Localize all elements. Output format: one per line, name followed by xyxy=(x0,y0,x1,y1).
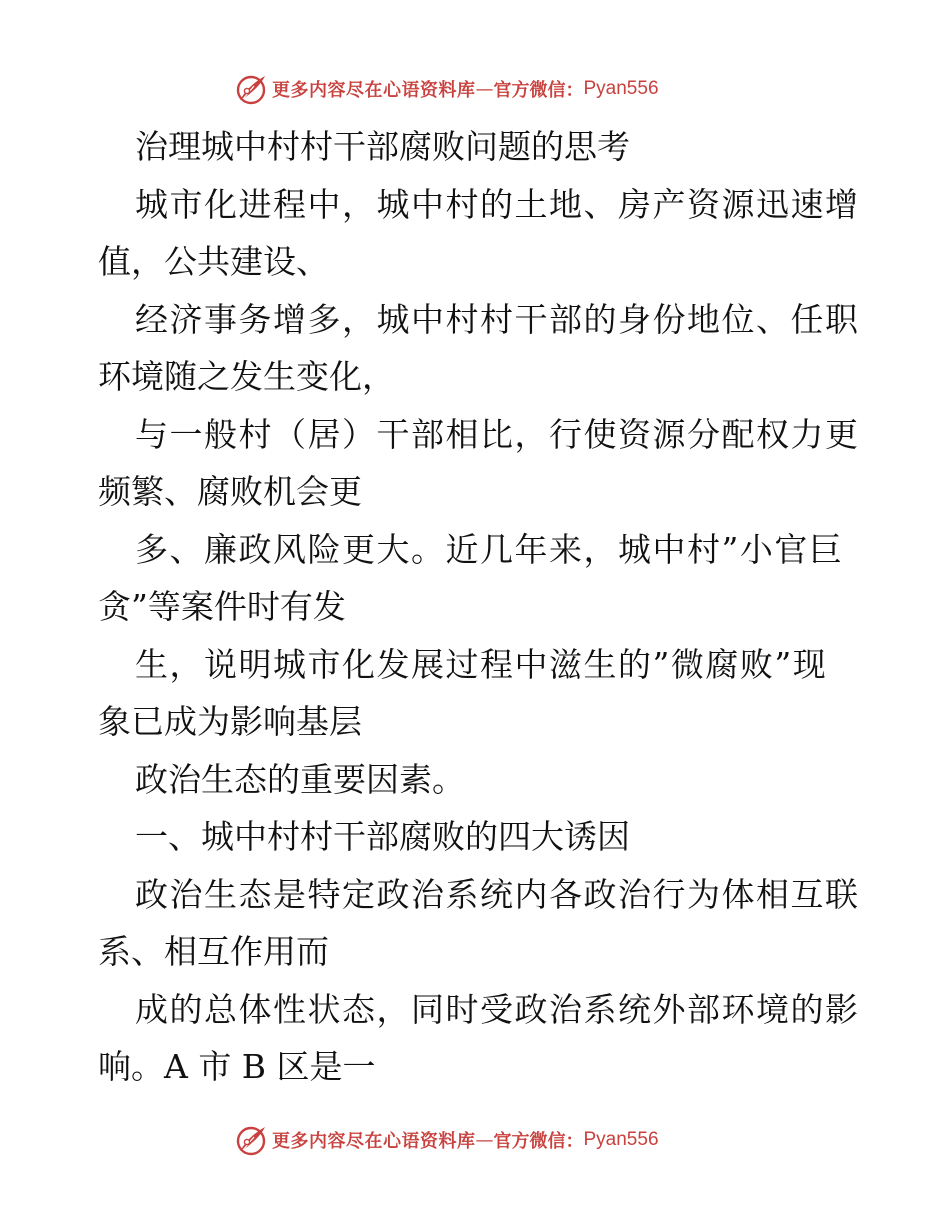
paragraph-line: 环境随之发生变化， xyxy=(98,357,395,396)
paragraph-line: 经济事务增多，城中村村干部的身份地位、任职 xyxy=(135,299,860,339)
paragraph-line: 系、相互作用而 xyxy=(98,932,329,971)
paragraph-line: 政治生态是特定政治系统内各政治行为体相互联 xyxy=(135,874,860,914)
paragraph-line: 象已成为影响基层 xyxy=(98,702,362,741)
paragraph-line: 贪”等案件时有发 xyxy=(98,587,346,626)
document-title: 治理城中村村干部腐败问题的思考 xyxy=(135,127,630,166)
document-body xyxy=(98,118,858,1096)
paragraph-line: 与一般村（居）干部相比，行使资源分配权力更 xyxy=(135,414,860,454)
watermark-wechat-id: Pyan556 xyxy=(583,78,659,99)
watermark-header xyxy=(234,72,659,106)
paragraph-line: 多、廉政风险更大。近几年来，城中村”小官巨 xyxy=(135,529,844,569)
watermark-text: 更多内容尽在心语资料库 xyxy=(272,80,476,101)
watermark-wechat-id: Pyan556 xyxy=(583,1129,659,1150)
feather-logo-icon xyxy=(234,1123,268,1157)
watermark-footer xyxy=(234,1123,659,1157)
watermark-wechat-label: 官方微信： xyxy=(493,1131,584,1152)
watermark-wechat-label: 官方微信： xyxy=(493,80,584,101)
paragraph-line: 响。A 市 B 区是一 xyxy=(98,1047,376,1086)
paragraph-line: 成的总体性状态，同时受政治系统外部环境的影 xyxy=(135,989,860,1029)
paragraph-line: 政治生态的重要因素。 xyxy=(135,759,465,799)
paragraph-line: 值，公共建设、 xyxy=(98,242,329,281)
watermark-text: 更多内容尽在心语资料库 xyxy=(272,1131,476,1152)
paragraph-line: 频繁、腐败机会更 xyxy=(98,472,362,511)
watermark-dash: — xyxy=(475,1129,494,1151)
feather-logo-icon xyxy=(234,72,268,106)
watermark-dash: — xyxy=(475,78,494,100)
paragraph-line: 生，说明城市化发展过程中滋生的”微腐败”现 xyxy=(135,644,828,684)
section-heading: 一、城中村村干部腐败的四大诱因 xyxy=(135,817,630,856)
paragraph-line: 城市化进程中，城中村的土地、房产资源迅速增 xyxy=(135,184,860,224)
